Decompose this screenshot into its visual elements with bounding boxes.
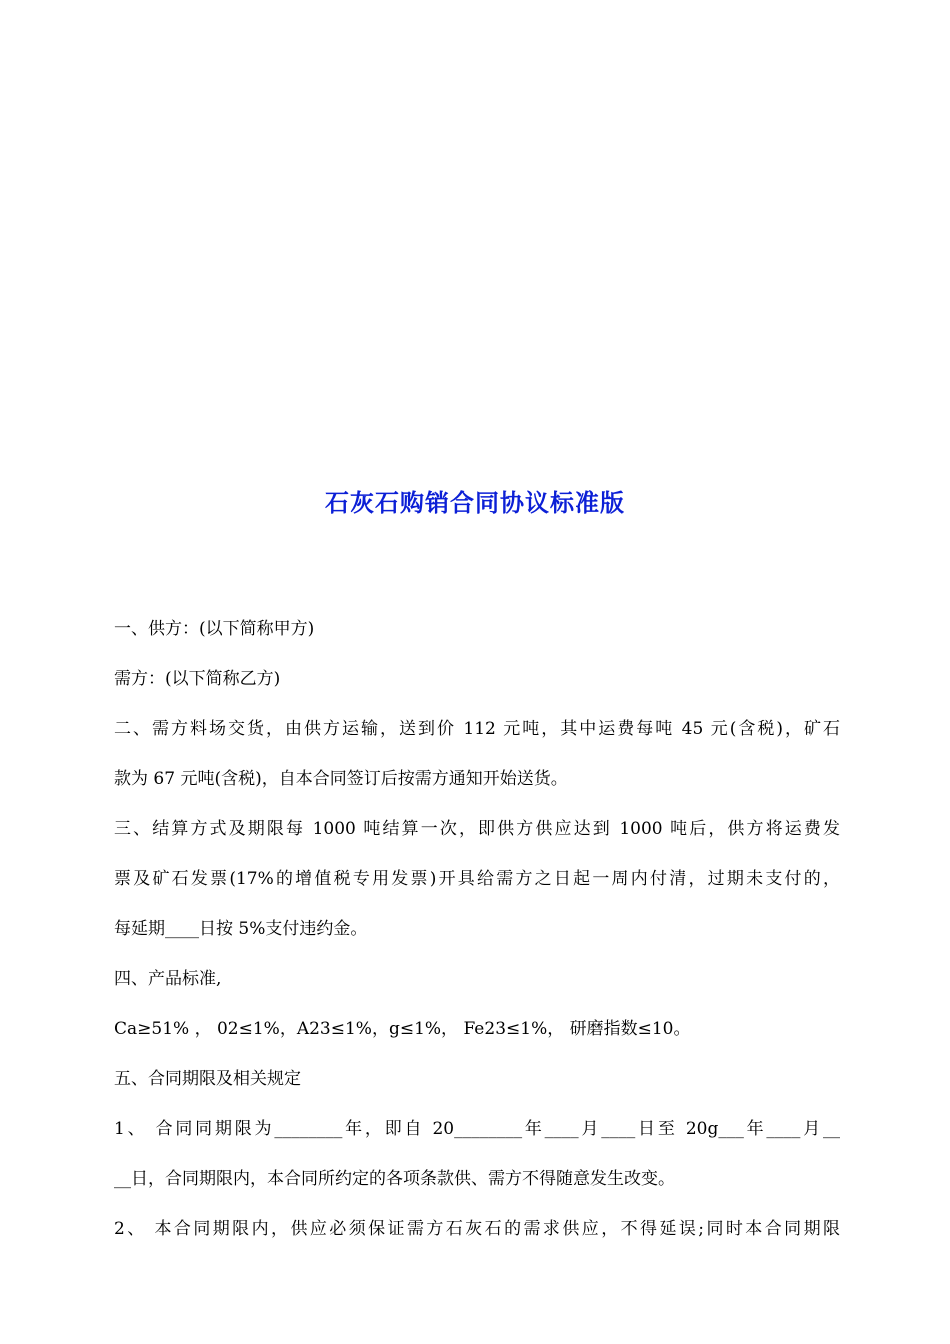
clause-term-1-line-1: 1、 合同同期限为________年，即自 20________年____月____日至 20g___年____月__ — [114, 1119, 840, 1139]
clause-standard-spec: Ca≥51% ， 02≤1%，A23≤1%，g≤1%， Fe23≤1%， 研磨指数≤10。 — [114, 1019, 691, 1039]
document-title: 石灰石购销合同协议标准版 — [325, 488, 625, 517]
clause-settlement-line-1: 三、结算方式及期限每 1000 吨结算一次，即供方供应达到 1000 吨后，供方将运费发 — [114, 819, 840, 839]
clause-delivery-line-1: 二、需方料场交货，由供方运输，送到价 112 元吨，其中运费每吨 45 元(含税)，矿石 — [114, 719, 840, 739]
clause-term-2-line-1: 2、 本合同期限内，供应必须保证需方石灰石的需求供应，不得延误;同时本合同期限 — [114, 1219, 840, 1239]
clause-supplier: 一、供方：(以下简称甲方) — [114, 619, 315, 639]
clause-term-1-line-2: __日，合同期限内，本合同所约定的各项条款供、需方不得随意发生改变。 — [114, 1169, 675, 1189]
clause-delivery-line-2: 款为 67 元吨(含税)，自本合同签订后按需方通知开始送货。 — [114, 769, 568, 789]
clause-term-heading: 五、合同期限及相关规定 — [114, 1069, 301, 1089]
clause-standard-heading: 四、产品标准, — [114, 969, 222, 989]
clause-buyer: 需方：(以下简称乙方) — [114, 669, 281, 689]
clause-settlement-line-3: 每延期____日按 5%支付违约金。 — [114, 919, 368, 939]
document-body — [114, 604, 840, 1254]
clause-settlement-line-2: 票及矿石发票(17%的增值税专用发票)开具给需方之日起一周内付清，过期未支付的， — [114, 869, 840, 889]
